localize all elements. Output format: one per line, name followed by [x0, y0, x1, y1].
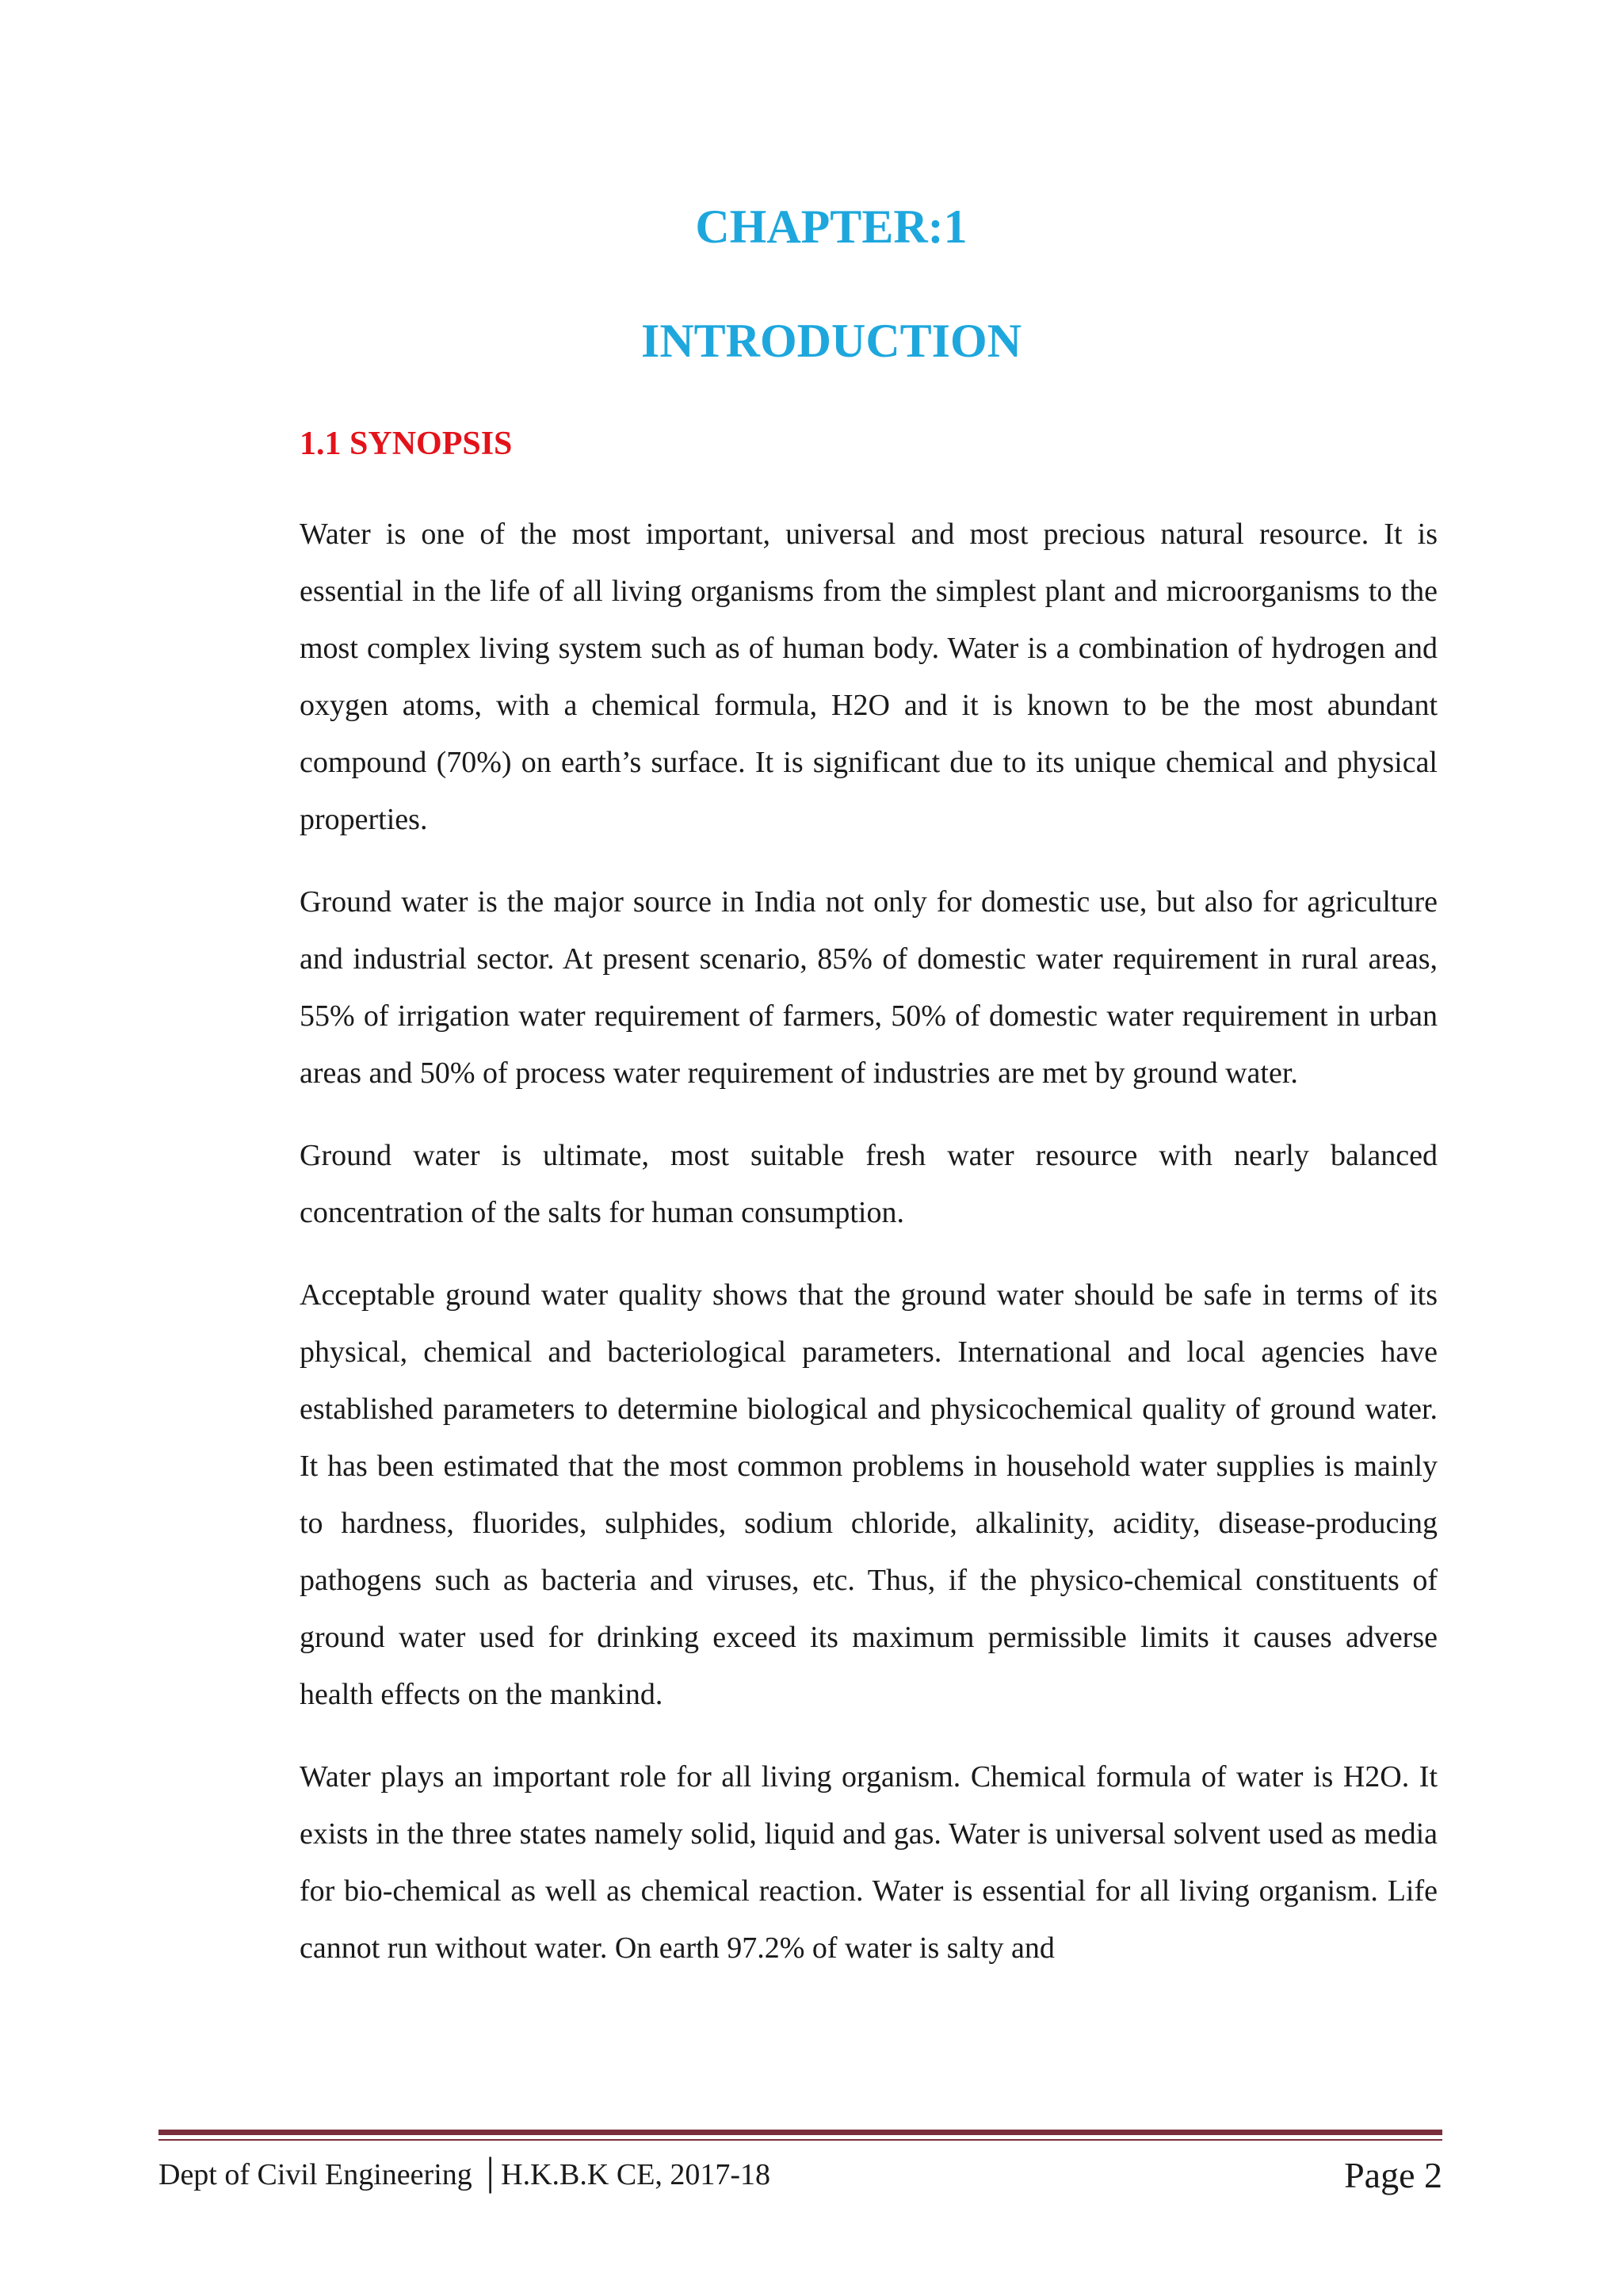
paragraph-2: Ground water is the major source in India not only for domestic use, but also for agriculture and industrial sector. At present scenario, 85% of domestic water requirement in rural areas, 55% of irrigation water requirement of farmers, 50% of domestic water requirement in urban areas and 50% of process water requirement of industries are met by ground water.: [300, 885, 1438, 1090]
paragraph-4: Acceptable ground water quality shows that the ground water should be safe in terms of its physical, chemical and bacteriological parameters. International and local agencies have established parameters to determine biological and physicochemical quality of ground water. It has been estimated that the most common problems in household water supplies is mainly to hardness, fluorides, sulphides, sodium chloride, alkalinity, acidity, disease-producing pathogens such as bacteria and viruses, etc. Thus, if the physico-chemical constituents of ground water used for drinking exceed its maximum permissible limits it causes adverse health effects on the mankind.: [300, 1278, 1438, 1711]
chapter-heading: INTRODUCTION: [640, 315, 1022, 367]
section-heading: 1.1 SYNOPSIS: [300, 426, 513, 462]
footer-rule: [158, 2130, 1442, 2135]
footer-rule-thin: [158, 2139, 1442, 2141]
paragraph-5: Water plays an important role for all living organism. Chemical formula of water is H2O. It exists in the three states namely solid, liquid and gas. Water is universal solvent used as media for bio-chemical as well as chemical reaction. Water is essential for all living organism. Life cannot run without water. On earth 97.2% of water is salty and: [300, 1760, 1438, 1965]
page-number: Page 2: [1344, 2154, 1442, 2195]
page-footer: [158, 2149, 1442, 2200]
body-text: [300, 506, 1438, 2002]
paragraph-3: Ground water is ultimate, most suitable fresh water resource with nearly balanced concentration of the salts for human consumption.: [300, 1139, 1438, 1229]
chapter-title: CHAPTER:1: [695, 201, 968, 253]
footer-department: Dept of Civil Engineering │H.K.B.K CE, 2017-18: [158, 2158, 771, 2191]
paragraph-1: Water is one of the most important, universal and most precious natural resource. It is essential in the life of all living organisms from the simplest plant and microorganisms to the most complex living system such as of human body. Water is a combination of hydrogen and oxygen atoms, with a chemical formula, H2O and it is known to be the most abundant compound (70%) on earth’s surface. It is significant due to its unique chemical and physical properties.: [300, 518, 1438, 836]
